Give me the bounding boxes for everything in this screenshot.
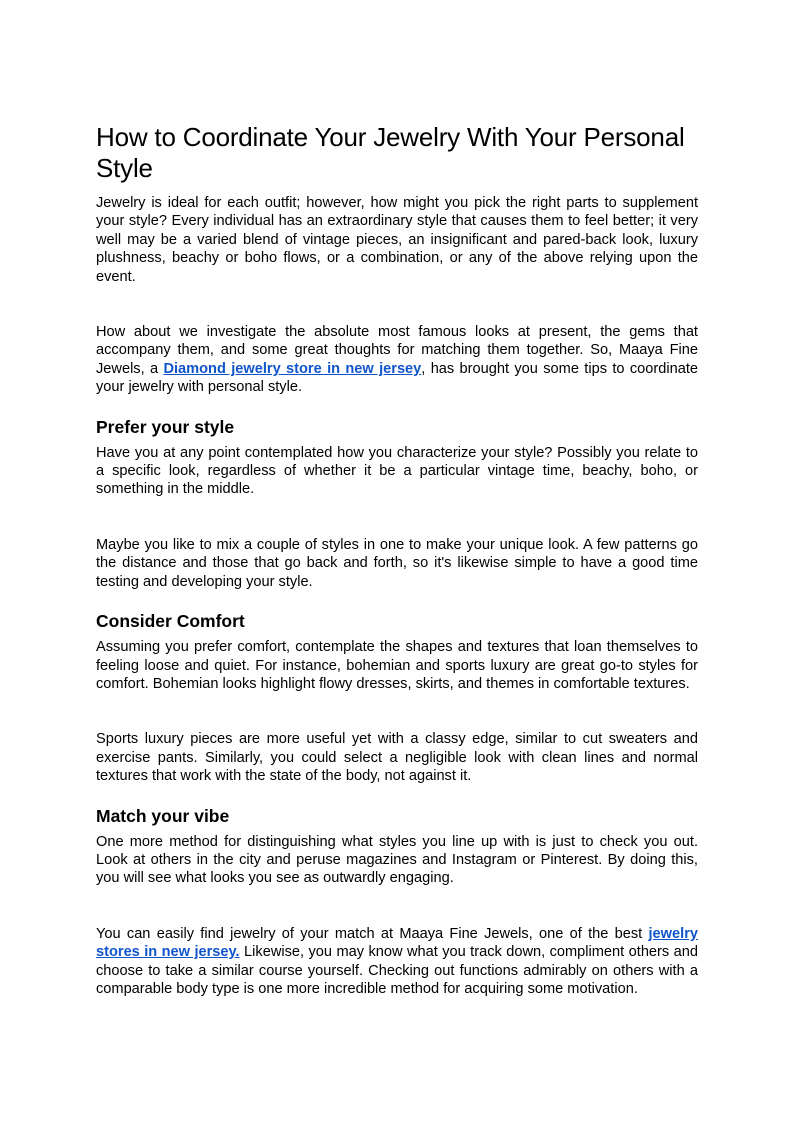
prefer-paragraph-1: Have you at any point contemplated how you characterize your style? Possibly you relate to a specific look, regardless of whether it be a particular vintage time, beachy, boho, or something in the middle. xyxy=(96,444,698,498)
heading-consider-comfort: Consider Comfort xyxy=(96,611,245,632)
comfort-paragraph-1: Assuming you prefer comfort, contemplate the shapes and textures that loan themselves to feeling loose and quiet. For instance, bohemian and sports luxury are great go-to styles for comfort. Bohemian looks highlight flowy dresses, skirts, and themes in comfortable textures. xyxy=(96,639,698,692)
document-page xyxy=(96,122,698,998)
vibe-paragraph-2-text-before: You can easily find jewelry of your match at Maaya Fine Jewels, one of the best xyxy=(96,925,649,942)
vibe-paragraph-1: One more method for distinguishing what styles you line up with is just to check you out. Look at others in the city and peruse magazines and Instagram or Pinterest. By doing this, you will see what looks you see as outwardly engaging. xyxy=(96,833,698,887)
heading-match-your-vibe: Match your vibe xyxy=(96,805,230,826)
intro-paragraph-2-text-before: How about we investigate the absolute most famous looks at present, the gems that accompany them, and some great thoughts for matching them together. So, Maaya Fine Jewels, a xyxy=(96,324,698,377)
jewelry-stores-link[interactable]: jewelry stores in new jersey. xyxy=(96,925,698,961)
page-title: How to Coordinate Your Jewelry With Your Personal Style xyxy=(96,122,685,183)
intro-paragraph-2-text-after: , has brought you some tips to coordinate your jewelry with personal style. xyxy=(96,360,698,396)
intro-paragraph-2 xyxy=(96,323,698,397)
diamond-jewelry-store-link[interactable]: Diamond jewelry store in new jersey xyxy=(163,360,422,377)
heading-prefer-your-style: Prefer your style xyxy=(96,416,235,437)
vibe-paragraph-2-text-after: Likewise, you may know what you track down, compliment others and choose to take a similar course yourself. Checking out functions admirably on others with a comparable body type is one more incredible method for acquiring some motivation. xyxy=(96,944,698,997)
vibe-paragraph-2 xyxy=(96,925,698,999)
comfort-paragraph-2: Sports luxury pieces are more useful yet with a classy edge, similar to cut sweaters and exercise pants. Similarly, you could select a negligible look with clean lines and normal textures that work with the state of the body, not against it. xyxy=(96,731,698,785)
intro-paragraph-1: Jewelry is ideal for each outfit; however, how might you pick the right parts to supplement your style? Every individual has an extraordinary style that causes them to feel better; it very well may be a varied blend of vintage pieces, an insignificant and pared-back look, luxury plushness, beachy or boho flows, or a combination, or any of the above relying upon the event. xyxy=(96,195,698,285)
prefer-paragraph-2: Maybe you like to mix a couple of styles in one to make your unique look. A few patterns go the distance and those that go back and forth, so it's likewise simple to have a good time testing and developing your style. xyxy=(96,536,698,590)
